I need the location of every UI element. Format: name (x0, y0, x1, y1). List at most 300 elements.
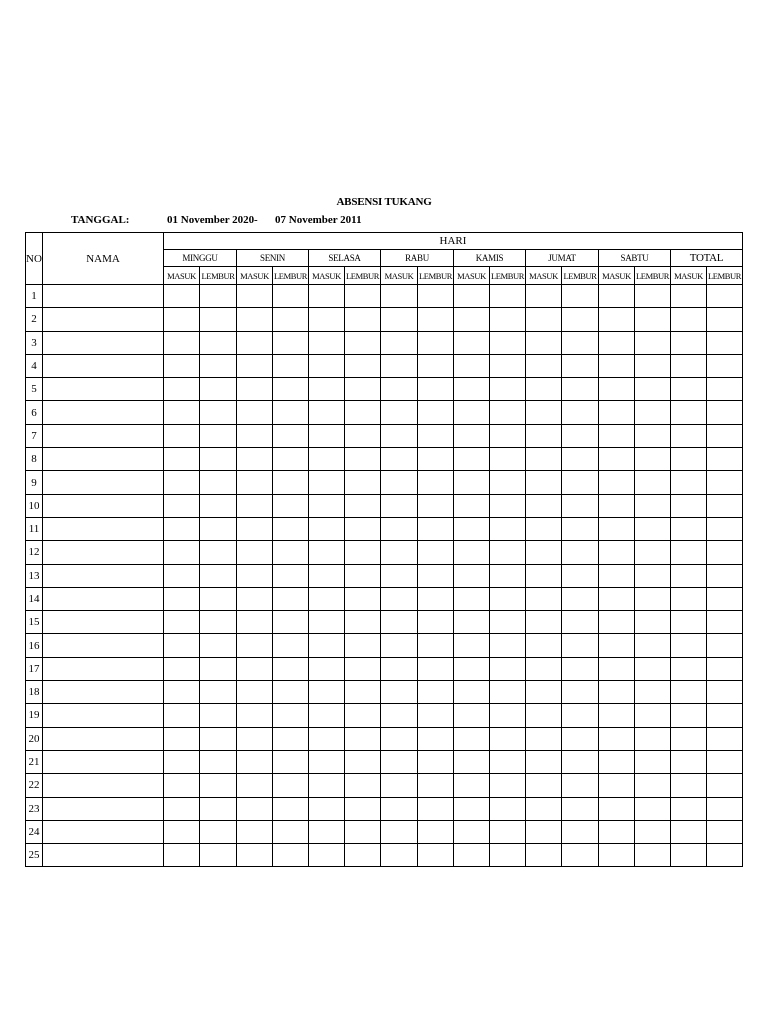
lembur-cell[interactable] (490, 494, 526, 517)
masuk-cell[interactable] (237, 587, 273, 610)
masuk-cell[interactable] (454, 727, 490, 750)
masuk-cell[interactable] (454, 750, 490, 773)
lembur-cell[interactable] (418, 564, 454, 587)
lembur-cell[interactable] (490, 541, 526, 564)
name-cell[interactable] (43, 797, 164, 820)
lembur-cell[interactable] (707, 378, 743, 401)
lembur-cell[interactable] (635, 378, 671, 401)
masuk-cell[interactable] (671, 308, 707, 331)
name-cell[interactable] (43, 331, 164, 354)
masuk-cell[interactable] (671, 401, 707, 424)
masuk-cell[interactable] (671, 354, 707, 377)
lembur-cell[interactable] (273, 611, 309, 634)
lembur-cell[interactable] (345, 774, 381, 797)
masuk-cell[interactable] (164, 611, 200, 634)
masuk-cell[interactable] (526, 331, 562, 354)
masuk-cell[interactable] (671, 704, 707, 727)
masuk-cell[interactable] (599, 285, 635, 308)
masuk-cell[interactable] (599, 611, 635, 634)
masuk-cell[interactable] (381, 401, 418, 424)
lembur-cell[interactable] (345, 820, 381, 843)
lembur-cell[interactable] (273, 704, 309, 727)
lembur-cell[interactable] (418, 704, 454, 727)
lembur-cell[interactable] (273, 820, 309, 843)
masuk-cell[interactable] (164, 308, 200, 331)
lembur-cell[interactable] (707, 727, 743, 750)
lembur-cell[interactable] (200, 448, 237, 471)
masuk-cell[interactable] (309, 285, 345, 308)
masuk-cell[interactable] (526, 354, 562, 377)
masuk-cell[interactable] (599, 844, 635, 867)
masuk-cell[interactable] (454, 494, 490, 517)
name-cell[interactable] (43, 401, 164, 424)
masuk-cell[interactable] (526, 634, 562, 657)
lembur-cell[interactable] (562, 308, 599, 331)
masuk-cell[interactable] (164, 448, 200, 471)
lembur-cell[interactable] (200, 657, 237, 680)
lembur-cell[interactable] (490, 471, 526, 494)
masuk-cell[interactable] (381, 657, 418, 680)
name-cell[interactable] (43, 424, 164, 447)
masuk-cell[interactable] (381, 774, 418, 797)
lembur-cell[interactable] (635, 611, 671, 634)
lembur-cell[interactable] (707, 704, 743, 727)
lembur-cell[interactable] (490, 681, 526, 704)
masuk-cell[interactable] (381, 331, 418, 354)
lembur-cell[interactable] (345, 354, 381, 377)
lembur-cell[interactable] (418, 611, 454, 634)
masuk-cell[interactable] (164, 541, 200, 564)
name-cell[interactable] (43, 541, 164, 564)
masuk-cell[interactable] (237, 471, 273, 494)
lembur-cell[interactable] (562, 331, 599, 354)
masuk-cell[interactable] (164, 774, 200, 797)
lembur-cell[interactable] (490, 424, 526, 447)
masuk-cell[interactable] (599, 750, 635, 773)
lembur-cell[interactable] (418, 285, 454, 308)
lembur-cell[interactable] (273, 727, 309, 750)
masuk-cell[interactable] (454, 331, 490, 354)
lembur-cell[interactable] (273, 448, 309, 471)
masuk-cell[interactable] (381, 285, 418, 308)
lembur-cell[interactable] (273, 564, 309, 587)
masuk-cell[interactable] (309, 774, 345, 797)
lembur-cell[interactable] (490, 774, 526, 797)
lembur-cell[interactable] (490, 517, 526, 540)
masuk-cell[interactable] (671, 517, 707, 540)
lembur-cell[interactable] (200, 611, 237, 634)
masuk-cell[interactable] (454, 820, 490, 843)
lembur-cell[interactable] (707, 354, 743, 377)
lembur-cell[interactable] (707, 285, 743, 308)
lembur-cell[interactable] (635, 750, 671, 773)
masuk-cell[interactable] (309, 541, 345, 564)
name-cell[interactable] (43, 308, 164, 331)
lembur-cell[interactable] (562, 541, 599, 564)
lembur-cell[interactable] (490, 564, 526, 587)
lembur-cell[interactable] (635, 308, 671, 331)
masuk-cell[interactable] (164, 517, 200, 540)
lembur-cell[interactable] (200, 471, 237, 494)
lembur-cell[interactable] (490, 750, 526, 773)
name-cell[interactable] (43, 820, 164, 843)
masuk-cell[interactable] (309, 401, 345, 424)
masuk-cell[interactable] (599, 681, 635, 704)
lembur-cell[interactable] (635, 634, 671, 657)
lembur-cell[interactable] (562, 424, 599, 447)
masuk-cell[interactable] (164, 494, 200, 517)
masuk-cell[interactable] (526, 727, 562, 750)
masuk-cell[interactable] (526, 611, 562, 634)
masuk-cell[interactable] (599, 587, 635, 610)
masuk-cell[interactable] (381, 541, 418, 564)
lembur-cell[interactable] (200, 820, 237, 843)
masuk-cell[interactable] (237, 378, 273, 401)
masuk-cell[interactable] (237, 354, 273, 377)
masuk-cell[interactable] (237, 704, 273, 727)
lembur-cell[interactable] (635, 727, 671, 750)
masuk-cell[interactable] (309, 681, 345, 704)
masuk-cell[interactable] (164, 285, 200, 308)
masuk-cell[interactable] (454, 541, 490, 564)
name-cell[interactable] (43, 378, 164, 401)
masuk-cell[interactable] (381, 448, 418, 471)
masuk-cell[interactable] (526, 681, 562, 704)
lembur-cell[interactable] (345, 844, 381, 867)
lembur-cell[interactable] (635, 354, 671, 377)
name-cell[interactable] (43, 704, 164, 727)
name-cell[interactable] (43, 285, 164, 308)
lembur-cell[interactable] (635, 517, 671, 540)
lembur-cell[interactable] (562, 774, 599, 797)
masuk-cell[interactable] (237, 727, 273, 750)
lembur-cell[interactable] (707, 634, 743, 657)
lembur-cell[interactable] (707, 448, 743, 471)
lembur-cell[interactable] (707, 820, 743, 843)
masuk-cell[interactable] (164, 820, 200, 843)
masuk-cell[interactable] (237, 797, 273, 820)
lembur-cell[interactable] (418, 401, 454, 424)
lembur-cell[interactable] (490, 354, 526, 377)
lembur-cell[interactable] (562, 611, 599, 634)
masuk-cell[interactable] (164, 424, 200, 447)
lembur-cell[interactable] (345, 541, 381, 564)
lembur-cell[interactable] (273, 681, 309, 704)
masuk-cell[interactable] (671, 285, 707, 308)
lembur-cell[interactable] (345, 797, 381, 820)
lembur-cell[interactable] (707, 564, 743, 587)
masuk-cell[interactable] (526, 471, 562, 494)
masuk-cell[interactable] (237, 750, 273, 773)
lembur-cell[interactable] (562, 844, 599, 867)
masuk-cell[interactable] (526, 541, 562, 564)
masuk-cell[interactable] (671, 611, 707, 634)
masuk-cell[interactable] (309, 378, 345, 401)
masuk-cell[interactable] (237, 634, 273, 657)
lembur-cell[interactable] (707, 401, 743, 424)
masuk-cell[interactable] (599, 354, 635, 377)
masuk-cell[interactable] (671, 681, 707, 704)
lembur-cell[interactable] (490, 331, 526, 354)
lembur-cell[interactable] (490, 308, 526, 331)
lembur-cell[interactable] (490, 634, 526, 657)
masuk-cell[interactable] (526, 774, 562, 797)
lembur-cell[interactable] (490, 611, 526, 634)
masuk-cell[interactable] (671, 657, 707, 680)
lembur-cell[interactable] (200, 797, 237, 820)
lembur-cell[interactable] (345, 657, 381, 680)
masuk-cell[interactable] (599, 494, 635, 517)
lembur-cell[interactable] (562, 634, 599, 657)
masuk-cell[interactable] (454, 564, 490, 587)
lembur-cell[interactable] (200, 681, 237, 704)
lembur-cell[interactable] (562, 797, 599, 820)
masuk-cell[interactable] (309, 797, 345, 820)
masuk-cell[interactable] (599, 774, 635, 797)
masuk-cell[interactable] (309, 844, 345, 867)
lembur-cell[interactable] (635, 657, 671, 680)
lembur-cell[interactable] (418, 308, 454, 331)
masuk-cell[interactable] (454, 587, 490, 610)
name-cell[interactable] (43, 774, 164, 797)
lembur-cell[interactable] (345, 471, 381, 494)
masuk-cell[interactable] (599, 634, 635, 657)
lembur-cell[interactable] (345, 704, 381, 727)
masuk-cell[interactable] (237, 424, 273, 447)
masuk-cell[interactable] (671, 378, 707, 401)
masuk-cell[interactable] (671, 750, 707, 773)
lembur-cell[interactable] (562, 704, 599, 727)
masuk-cell[interactable] (237, 611, 273, 634)
lembur-cell[interactable] (707, 331, 743, 354)
masuk-cell[interactable] (454, 308, 490, 331)
masuk-cell[interactable] (164, 704, 200, 727)
masuk-cell[interactable] (164, 681, 200, 704)
lembur-cell[interactable] (490, 727, 526, 750)
lembur-cell[interactable] (200, 704, 237, 727)
masuk-cell[interactable] (309, 750, 345, 773)
lembur-cell[interactable] (418, 844, 454, 867)
lembur-cell[interactable] (418, 587, 454, 610)
masuk-cell[interactable] (671, 541, 707, 564)
masuk-cell[interactable] (671, 774, 707, 797)
lembur-cell[interactable] (635, 797, 671, 820)
lembur-cell[interactable] (635, 541, 671, 564)
masuk-cell[interactable] (526, 820, 562, 843)
masuk-cell[interactable] (454, 471, 490, 494)
lembur-cell[interactable] (635, 401, 671, 424)
lembur-cell[interactable] (200, 587, 237, 610)
masuk-cell[interactable] (671, 797, 707, 820)
masuk-cell[interactable] (164, 331, 200, 354)
masuk-cell[interactable] (309, 820, 345, 843)
name-cell[interactable] (43, 750, 164, 773)
lembur-cell[interactable] (635, 820, 671, 843)
lembur-cell[interactable] (345, 587, 381, 610)
lembur-cell[interactable] (273, 844, 309, 867)
masuk-cell[interactable] (526, 657, 562, 680)
masuk-cell[interactable] (454, 774, 490, 797)
lembur-cell[interactable] (345, 681, 381, 704)
masuk-cell[interactable] (526, 424, 562, 447)
masuk-cell[interactable] (237, 541, 273, 564)
lembur-cell[interactable] (273, 494, 309, 517)
lembur-cell[interactable] (200, 517, 237, 540)
lembur-cell[interactable] (562, 494, 599, 517)
masuk-cell[interactable] (671, 587, 707, 610)
masuk-cell[interactable] (381, 494, 418, 517)
masuk-cell[interactable] (454, 634, 490, 657)
lembur-cell[interactable] (490, 820, 526, 843)
masuk-cell[interactable] (309, 308, 345, 331)
lembur-cell[interactable] (273, 634, 309, 657)
masuk-cell[interactable] (164, 634, 200, 657)
masuk-cell[interactable] (237, 564, 273, 587)
lembur-cell[interactable] (490, 657, 526, 680)
lembur-cell[interactable] (345, 727, 381, 750)
lembur-cell[interactable] (562, 378, 599, 401)
lembur-cell[interactable] (562, 285, 599, 308)
lembur-cell[interactable] (418, 820, 454, 843)
masuk-cell[interactable] (599, 308, 635, 331)
lembur-cell[interactable] (418, 331, 454, 354)
lembur-cell[interactable] (418, 797, 454, 820)
masuk-cell[interactable] (164, 657, 200, 680)
masuk-cell[interactable] (599, 331, 635, 354)
masuk-cell[interactable] (309, 587, 345, 610)
name-cell[interactable] (43, 517, 164, 540)
lembur-cell[interactable] (490, 844, 526, 867)
masuk-cell[interactable] (237, 820, 273, 843)
lembur-cell[interactable] (200, 401, 237, 424)
lembur-cell[interactable] (200, 750, 237, 773)
masuk-cell[interactable] (599, 657, 635, 680)
lembur-cell[interactable] (635, 285, 671, 308)
lembur-cell[interactable] (200, 354, 237, 377)
lembur-cell[interactable] (273, 541, 309, 564)
masuk-cell[interactable] (671, 448, 707, 471)
masuk-cell[interactable] (309, 727, 345, 750)
masuk-cell[interactable] (599, 517, 635, 540)
masuk-cell[interactable] (164, 471, 200, 494)
lembur-cell[interactable] (707, 681, 743, 704)
masuk-cell[interactable] (309, 331, 345, 354)
masuk-cell[interactable] (237, 844, 273, 867)
masuk-cell[interactable] (454, 448, 490, 471)
lembur-cell[interactable] (418, 681, 454, 704)
masuk-cell[interactable] (164, 378, 200, 401)
lembur-cell[interactable] (707, 844, 743, 867)
masuk-cell[interactable] (526, 401, 562, 424)
masuk-cell[interactable] (309, 354, 345, 377)
masuk-cell[interactable] (309, 424, 345, 447)
lembur-cell[interactable] (200, 541, 237, 564)
lembur-cell[interactable] (200, 378, 237, 401)
masuk-cell[interactable] (454, 657, 490, 680)
masuk-cell[interactable] (381, 308, 418, 331)
masuk-cell[interactable] (454, 611, 490, 634)
name-cell[interactable] (43, 634, 164, 657)
masuk-cell[interactable] (381, 354, 418, 377)
masuk-cell[interactable] (671, 331, 707, 354)
masuk-cell[interactable] (671, 424, 707, 447)
lembur-cell[interactable] (345, 331, 381, 354)
masuk-cell[interactable] (454, 424, 490, 447)
lembur-cell[interactable] (418, 634, 454, 657)
lembur-cell[interactable] (562, 657, 599, 680)
lembur-cell[interactable] (273, 401, 309, 424)
lembur-cell[interactable] (418, 448, 454, 471)
lembur-cell[interactable] (200, 774, 237, 797)
masuk-cell[interactable] (526, 285, 562, 308)
lembur-cell[interactable] (273, 517, 309, 540)
lembur-cell[interactable] (273, 331, 309, 354)
name-cell[interactable] (43, 354, 164, 377)
lembur-cell[interactable] (562, 727, 599, 750)
name-cell[interactable] (43, 844, 164, 867)
lembur-cell[interactable] (345, 517, 381, 540)
lembur-cell[interactable] (635, 448, 671, 471)
masuk-cell[interactable] (599, 704, 635, 727)
lembur-cell[interactable] (345, 448, 381, 471)
masuk-cell[interactable] (526, 308, 562, 331)
lembur-cell[interactable] (490, 797, 526, 820)
masuk-cell[interactable] (381, 704, 418, 727)
masuk-cell[interactable] (381, 750, 418, 773)
masuk-cell[interactable] (671, 727, 707, 750)
lembur-cell[interactable] (345, 378, 381, 401)
masuk-cell[interactable] (237, 657, 273, 680)
masuk-cell[interactable] (671, 634, 707, 657)
masuk-cell[interactable] (237, 285, 273, 308)
masuk-cell[interactable] (381, 611, 418, 634)
lembur-cell[interactable] (562, 354, 599, 377)
masuk-cell[interactable] (237, 448, 273, 471)
name-cell[interactable] (43, 494, 164, 517)
lembur-cell[interactable] (562, 471, 599, 494)
lembur-cell[interactable] (200, 331, 237, 354)
lembur-cell[interactable] (490, 448, 526, 471)
masuk-cell[interactable] (381, 378, 418, 401)
lembur-cell[interactable] (418, 750, 454, 773)
masuk-cell[interactable] (526, 750, 562, 773)
masuk-cell[interactable] (237, 331, 273, 354)
masuk-cell[interactable] (164, 727, 200, 750)
masuk-cell[interactable] (164, 750, 200, 773)
masuk-cell[interactable] (309, 657, 345, 680)
lembur-cell[interactable] (707, 424, 743, 447)
masuk-cell[interactable] (164, 564, 200, 587)
masuk-cell[interactable] (671, 564, 707, 587)
lembur-cell[interactable] (200, 424, 237, 447)
name-cell[interactable] (43, 564, 164, 587)
lembur-cell[interactable] (418, 494, 454, 517)
masuk-cell[interactable] (237, 308, 273, 331)
lembur-cell[interactable] (345, 401, 381, 424)
lembur-cell[interactable] (345, 611, 381, 634)
masuk-cell[interactable] (381, 820, 418, 843)
lembur-cell[interactable] (273, 587, 309, 610)
lembur-cell[interactable] (707, 308, 743, 331)
lembur-cell[interactable] (490, 401, 526, 424)
lembur-cell[interactable] (635, 681, 671, 704)
masuk-cell[interactable] (454, 354, 490, 377)
lembur-cell[interactable] (490, 587, 526, 610)
lembur-cell[interactable] (273, 424, 309, 447)
lembur-cell[interactable] (273, 354, 309, 377)
masuk-cell[interactable] (237, 401, 273, 424)
lembur-cell[interactable] (562, 517, 599, 540)
